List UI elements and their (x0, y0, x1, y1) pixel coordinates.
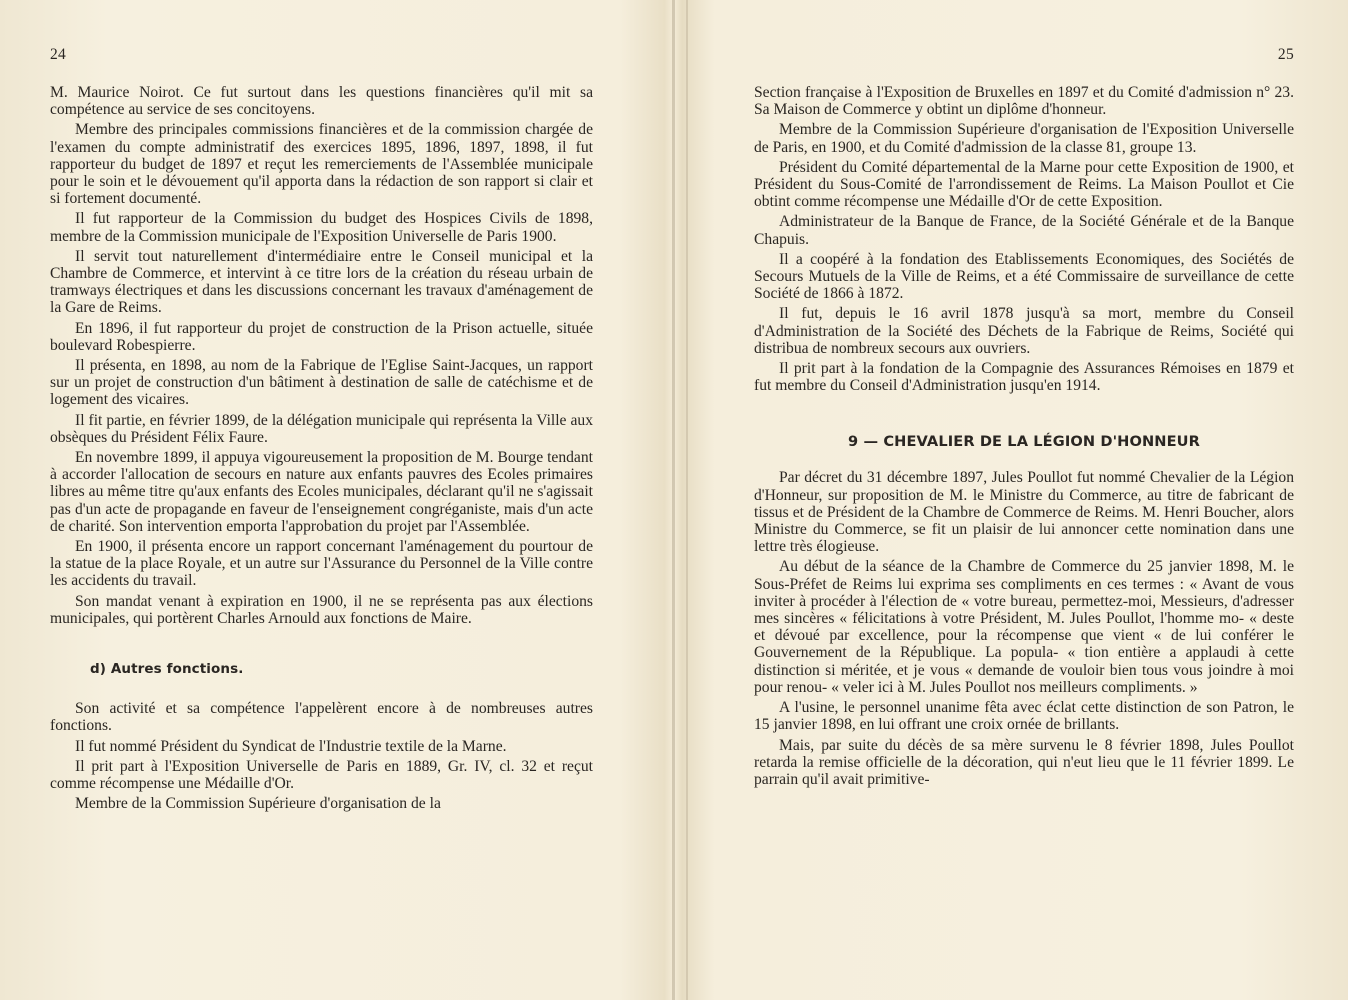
paragraph: Mais, par suite du décès de sa mère survenu le 8 février 1898, Jules Poullot retarda la remise officielle de la décoration, qui n'eut lieu que le 11 février 1899. Le parrain qu'il avait primitive- (754, 736, 1294, 788)
paragraph-group (50, 84, 593, 630)
paragraph: M. Maurice Noirot. Ce fut surtout dans les questions financières qu'il mit sa compétence au service de ses concitoyens. (50, 84, 593, 119)
paragraph: En 1900, il présenta encore un rapport concernant l'aménagement du pourtour de la statue de la place Royale, et un autre sur l'Assurance du Personnel de la Ville contre les accidents du travail. (50, 538, 593, 590)
paragraph: Il a coopéré à la fondation des Etablissements Economiques, des Sociétés de Secours Mutuels de la Ville de Reims, et a été Commissaire de surveillance de cette Société de 1866 à 1872. (754, 250, 1294, 303)
paragraph: Il fut rapporteur de la Commission du budget des Hospices Civils de 1898, membre de la Commission municipale de l'Exposition Universelle de Paris 1900. (50, 210, 593, 245)
paragraph-group (50, 700, 593, 815)
paragraph-group (754, 84, 1294, 397)
left-page (50, 0, 593, 1000)
paragraph: Son mandat venant à expiration en 1900, il ne se représenta pas aux élections municipales, qui portèrent Charles Arnould aux fonctions de Maire. (50, 592, 593, 627)
book-gutter-shadow (686, 0, 688, 1000)
paragraph: Membre de la Commission Supérieure d'organisation de la (75, 795, 441, 813)
right-page (754, 0, 1294, 1000)
paragraph: Il servit tout naturellement d'intermédiaire entre le Conseil municipal et la Chambre de Commerce, et intervint à ce titre lors de la création du réseau urbain de tramways électriques et dans les discussions concernant les travaux d'aménagement de la Gare de Reims. (50, 247, 593, 317)
paragraph: Son activité et sa compétence l'appelèrent encore à de nombreuses autres fonctions. (50, 700, 593, 735)
paragraph: En novembre 1899, il appuya vigoureusement la proposition de M. Bourge tendant à accorder l'allocation de secours en nature aux enfants pauvres des Ecoles primaires libres au même titre qu'aux enfants des Ecoles municipales, déclarant qu'il ne s'agissait pas d'un acte de propagande en faveur de l'enseignement congréganiste, mais d'un acte de charité. Son intervention emporta l'approbation du projet par l'Assemblée. (50, 449, 593, 535)
paragraph: Il prit part à la fondation de la Compagnie des Assurances Rémoises en 1879 et fut membre du Conseil d'Administration jusqu'en 1914. (754, 360, 1294, 395)
paragraph: Il fut, depuis le 16 avril 1878 jusqu'à sa mort, membre du Conseil d'Administration de la Société des Déchets de la Fabrique de Reims, Société qui distribua de nombreux secours aux ouvriers. (754, 305, 1294, 357)
paragraph: Par décret du 31 décembre 1897, Jules Poullot fut nommé Chevalier de la Légion d'Honneur, sur proposition de M. le Ministre du Commerce, au titre de fabricant de tissus et de Président de la Chambre de Commerce de Reims. M. Henri Boucher, alors Ministre du Commerce, se fit un plaisir de lui annoncer cette nomination dans une lettre très élogieuse. (754, 469, 1294, 556)
page-number: 24 (50, 46, 67, 63)
paragraph: Il prit part à l'Exposition Universelle de Paris en 1889, Gr. IV, cl. 32 et reçut comme récompense une Médaille d'Or. (50, 757, 593, 792)
section-subheading: d) Autres fonctions. (90, 661, 244, 678)
chapter-heading: 9 — CHEVALIER DE LA LÉGION D'HONNEUR (848, 433, 1200, 451)
paragraph: Président du Comité départemental de la Marne pour cette Exposition de 1900, et Président du Sous-Comité de l'arrondissement de Reims. La Maison Poullot et Cie obtint comme récompense une Médaille d'Or de cette Exposition. (754, 158, 1294, 211)
paragraph: Administrateur de la Banque de France, de la Société Générale et de la Banque Chapuis. (754, 213, 1294, 248)
paragraph: A l'usine, le personnel unanime fêta avec éclat cette distinction de son Patron, le 15 janvier 1898, en lui offrant une croix ornée de brillants. (754, 699, 1294, 734)
book-gutter (672, 0, 675, 1000)
paragraph: Il présenta, en 1898, au nom de la Fabrique de l'Eglise Saint-Jacques, un rapport sur un projet de construction d'un bâtiment à destination de salle de catéchisme et de logement des vicaires. (50, 357, 593, 409)
paragraph: Il fut nommé Président du Syndicat de l'Industrie textile de la Marne. (75, 737, 507, 755)
paragraph: Il fit partie, en février 1899, de la délégation municipale qui représenta la Ville aux obsèques du Président Félix Faure. (50, 411, 593, 446)
paragraph: Membre des principales commissions financières et de la commission chargée de l'examen du compte administratif des exercices 1895, 1896, 1897, 1898, il fut rapporteur du budget de 1897 et reçut les remerciements de l'Assemblée municipale pour le soin et le dévouement qu'il apporta dans la rédaction de son rapport si clair et si fortement documenté. (50, 121, 593, 208)
paragraph: Membre de la Commission Supérieure d'organisation de l'Exposition Universelle de Paris, en 1900, et du Comité d'admission de la classe 81, groupe 13. (754, 121, 1294, 156)
paragraph-group (754, 469, 1294, 791)
left-page-body (50, 84, 593, 815)
right-page-body (754, 84, 1294, 791)
page-number: 25 (1277, 46, 1294, 63)
paragraph: Section française à l'Exposition de Bruxelles en 1897 et du Comité d'admission n° 23. Sa Maison de Commerce y obtint un diplôme d'honneur. (754, 84, 1294, 119)
paragraph: En 1896, il fut rapporteur du projet de construction de la Prison actuelle, située boulevard Robespierre. (50, 319, 593, 354)
paragraph: Au début de la séance de la Chambre de Commerce du 25 janvier 1898, M. le Sous-Préfet de Reims lui exprima ses compliments en ces termes : « Avant de vous inviter à procéder à l'élection de « votre bureau, permettez-moi, Messieurs, d'adresser mes sincères « félicitations à votre Président, M. Jules Poullot, l'homme mo- « deste et dévoué par excellence, pour la récompense que vient « de lui conférer le Gouvernement de la République. La popula- « tion entière a applaudi à cette distinction si méritée, et je vous « demande de vouloir bien tous vous joindre à moi pour renou- « veler ici à M. Jules Poullot nos meilleurs compliments. » (754, 558, 1294, 696)
